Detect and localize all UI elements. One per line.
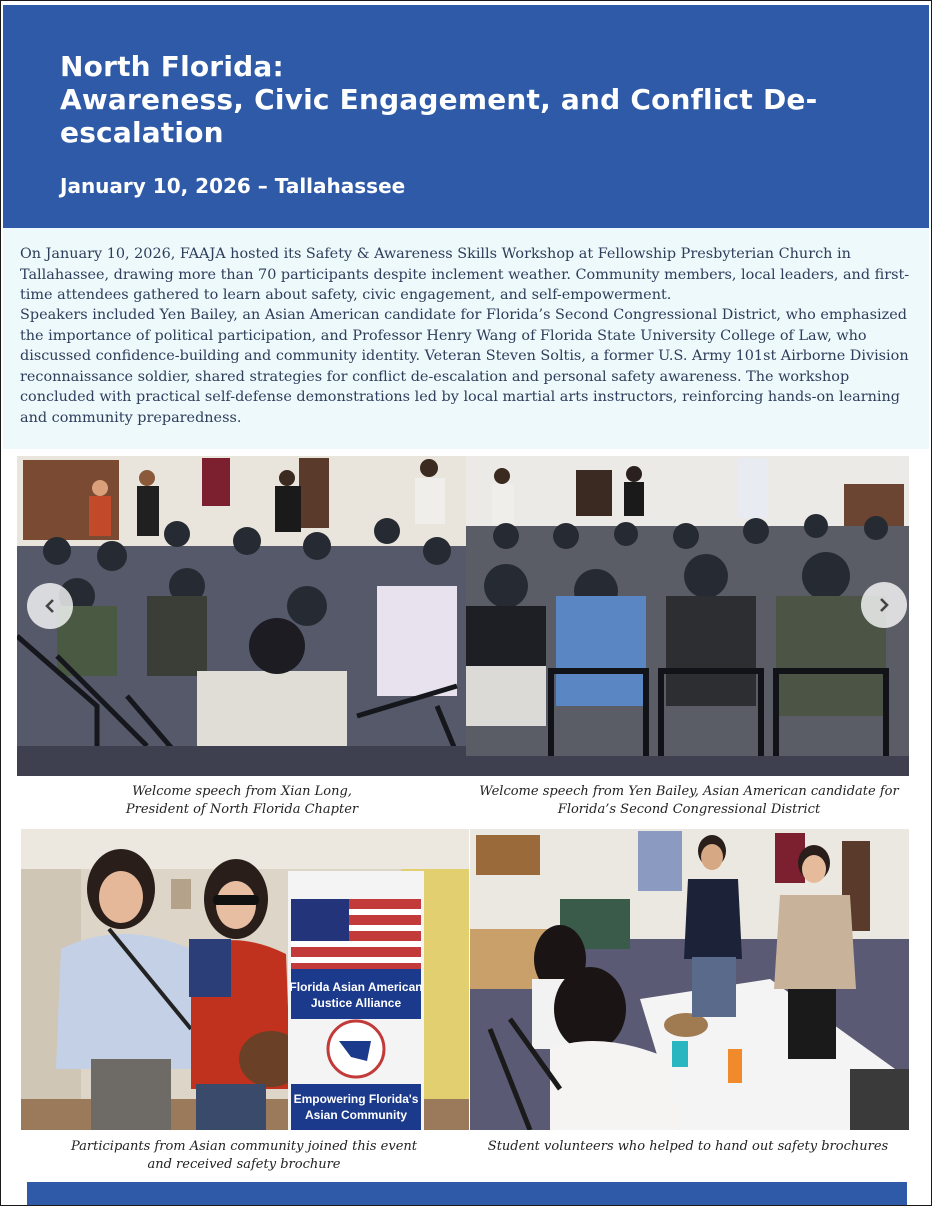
summary-paragraph-1: On January 10, 2026, FAAJA hosted its Safety & Awareness Skills Workshop at Fellowship Presbyterian Church in Tallahassee, drawing more than 70 participants despite inclement weather. Community members, local leaders, and first-time attendees gathered to learn about safety, civic engagement, and self-empowerment.: [20, 246, 910, 303]
photo-student-volunteers: [470, 829, 909, 1130]
caption-line: Student volunteers who helped to hand out safety brochures: [487, 1139, 889, 1154]
caption-line: Florida’s Second Congressional District: [557, 802, 821, 817]
summary-paragraph-2: Speakers included Yen Bailey, an Asian American candidate for Florida’s Second Congressional District, who emphasized the importance of political participation, and Professor Henry Wang of Florida State University College of Law, who discussed confidence-building and community identity. Veteran Steven Soltis, a former U.S. Army 101st Airborne Division reconnaissance soldier, shared strategies for conflict de-escalation and personal safety awareness. The workshop concluded with practical self-defense demonstrations led by local martial arts instructors, reinforcing hands-on learning and community preparedness.: [20, 307, 909, 426]
caption-photo-1: [61, 783, 423, 819]
event-date: January 10, 2026 – Tallahassee: [60, 174, 406, 198]
page-title: [60, 50, 880, 149]
banner-text-line-1: Florida Asian American: [289, 980, 423, 994]
caption-line: and received safety brochure: [147, 1157, 341, 1172]
footer-bar: [27, 1182, 907, 1206]
title-line-3: escalation: [60, 116, 224, 149]
caption-photo-4: [471, 1138, 905, 1156]
photo-xian-long-speech: [17, 456, 466, 776]
photo-yen-bailey-speech: [466, 456, 909, 776]
caption-line: Welcome speech from Yen Bailey, Asian American candidate for: [479, 784, 899, 799]
banner-text-line-4: Asian Community: [304, 1108, 408, 1122]
caption-line: Welcome speech from Xian Long,: [132, 784, 352, 799]
title-line-1: North Florida:: [60, 50, 284, 83]
caption-line: President of North Florida Chapter: [125, 802, 359, 817]
banner-text-line-3: Empowering Florida's: [293, 1092, 419, 1106]
caption-line: Participants from Asian community joined this event: [71, 1139, 417, 1154]
carousel-next-button[interactable]: [861, 582, 907, 628]
caption-photo-3: [41, 1138, 447, 1174]
chevron-left-icon: [41, 597, 59, 615]
header-banner: [3, 5, 929, 228]
banner-text-line-2: Justice Alliance: [310, 996, 402, 1010]
caption-photo-2: [467, 783, 911, 819]
chevron-right-icon: [875, 596, 893, 614]
photo-participants-brochure: [21, 829, 469, 1130]
title-line-2: Awareness, Civic Engagement, and Conflict De-: [60, 83, 818, 116]
carousel-prev-button[interactable]: [27, 583, 73, 629]
event-summary: [3, 228, 929, 449]
